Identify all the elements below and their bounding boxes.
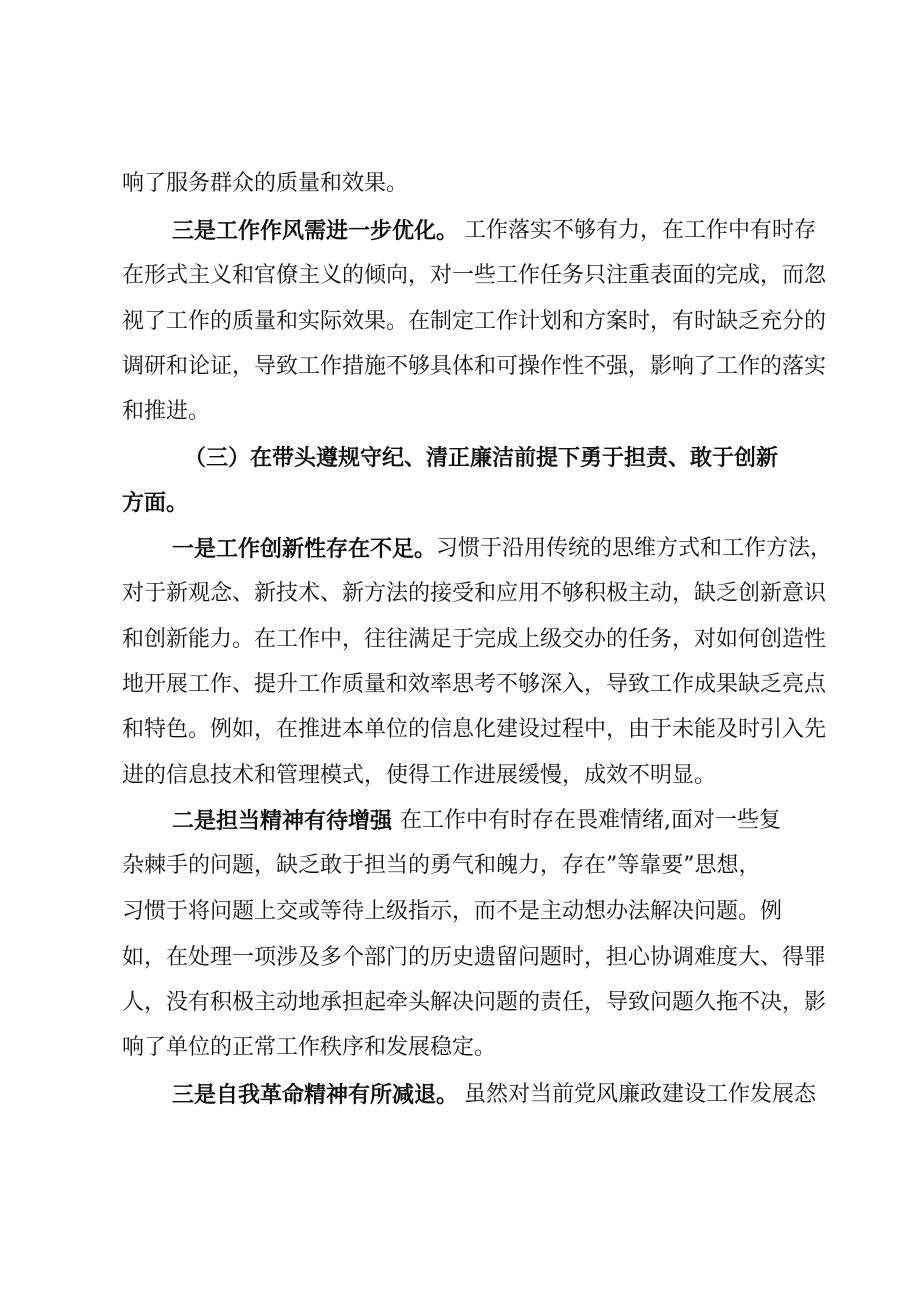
text-line: [0, 846, 920, 886]
text-line: [0, 529, 920, 569]
text-segment: 响了服务群众的质量和效果。: [122, 171, 409, 196]
paragraph-heading: 三是自我革命精神有所减退。: [172, 1082, 459, 1108]
text-segment: 习惯于沿用传统的思维方式和工作方法，: [436, 536, 833, 561]
text-segment: 在形式主义和官僚主义的倾向，对一些工作任务只注重表面的完成，而忽: [122, 263, 827, 288]
text-segment: 调研和论证，导致工作措施不够具体和可操作性不强，影响了工作的落实: [122, 354, 827, 379]
text-segment: 在工作中有时存在畏难情绪,面对一些复: [400, 808, 781, 833]
section-heading: （三）在带头遵规守纪、清正廉洁前提下勇于担责、敢于创新: [184, 445, 779, 471]
text-segment: 进的信息技术和管理模式，使得工作进展缓慢，成效不明显。: [122, 763, 717, 788]
text-line: [0, 392, 920, 432]
text-line: [0, 1028, 920, 1068]
paragraph-heading: 一是工作创新性存在不足。: [172, 536, 437, 562]
text-line: [0, 620, 920, 660]
text-segment: 地开展工作、提升工作质量和效率思考不够深入，导致工作成果缺乏亮点: [122, 672, 827, 697]
section-heading: 方面。: [122, 490, 189, 516]
text-segment: 对于新观念、新技术、新方法的接受和应用不够积极主动，缺乏创新意识: [122, 581, 827, 606]
paragraph-heading: 三是工作作风需进一步优化。: [172, 218, 459, 244]
text-segment: 视了工作的质量和实际效果。在制定工作计划和方案时，有时缺乏充分的: [122, 309, 827, 334]
text-segment: 习惯于将问题上交或等待上级指示，而不是主动想办法解决问题。例: [122, 899, 783, 924]
text-line: [0, 892, 920, 932]
text-line: [0, 665, 920, 705]
text-line: [0, 801, 920, 841]
text-segment: 工作落实不够有力，在工作中有时存: [464, 218, 817, 243]
text-line: [0, 347, 920, 387]
text-line: [0, 302, 920, 342]
text-line: [0, 256, 920, 296]
paragraph-heading: 二是担当精神有待增强: [172, 808, 393, 834]
text-line: [0, 574, 920, 614]
text-line: [0, 164, 920, 204]
text-segment: 如，在处理一项涉及多个部门的历史遗留问题时，担心协调难度大、得罪: [122, 945, 827, 970]
text-line: [0, 1075, 920, 1115]
text-segment: 杂棘手的问题，缺乏敢于担当的勇气和魄力，存在”等靠要”思想，: [122, 853, 761, 878]
text-line: [0, 211, 920, 251]
text-line: [0, 938, 920, 978]
text-segment: 和创新能力。在工作中，往往满足于完成上级交办的任务，对如何创造性: [122, 627, 827, 652]
section-heading-line: [0, 438, 920, 478]
text-segment: 和推进。: [122, 399, 211, 424]
section-heading-line: [0, 483, 920, 523]
text-line: [0, 983, 920, 1023]
text-segment: 响了单位的正常工作秩序和发展稳定。: [122, 1035, 497, 1060]
text-segment: 虽然对当前党风廉政建设工作发展态: [464, 1082, 817, 1107]
text-segment: 和特色。例如，在推进本单位的信息化建设过程中，由于未能及时引入先: [122, 717, 827, 742]
text-segment: 人，没有积极主动地承担起牵头解决问题的责任，导致问题久拖不决，影: [122, 990, 827, 1015]
text-line: [0, 710, 920, 750]
text-line: [0, 756, 920, 796]
